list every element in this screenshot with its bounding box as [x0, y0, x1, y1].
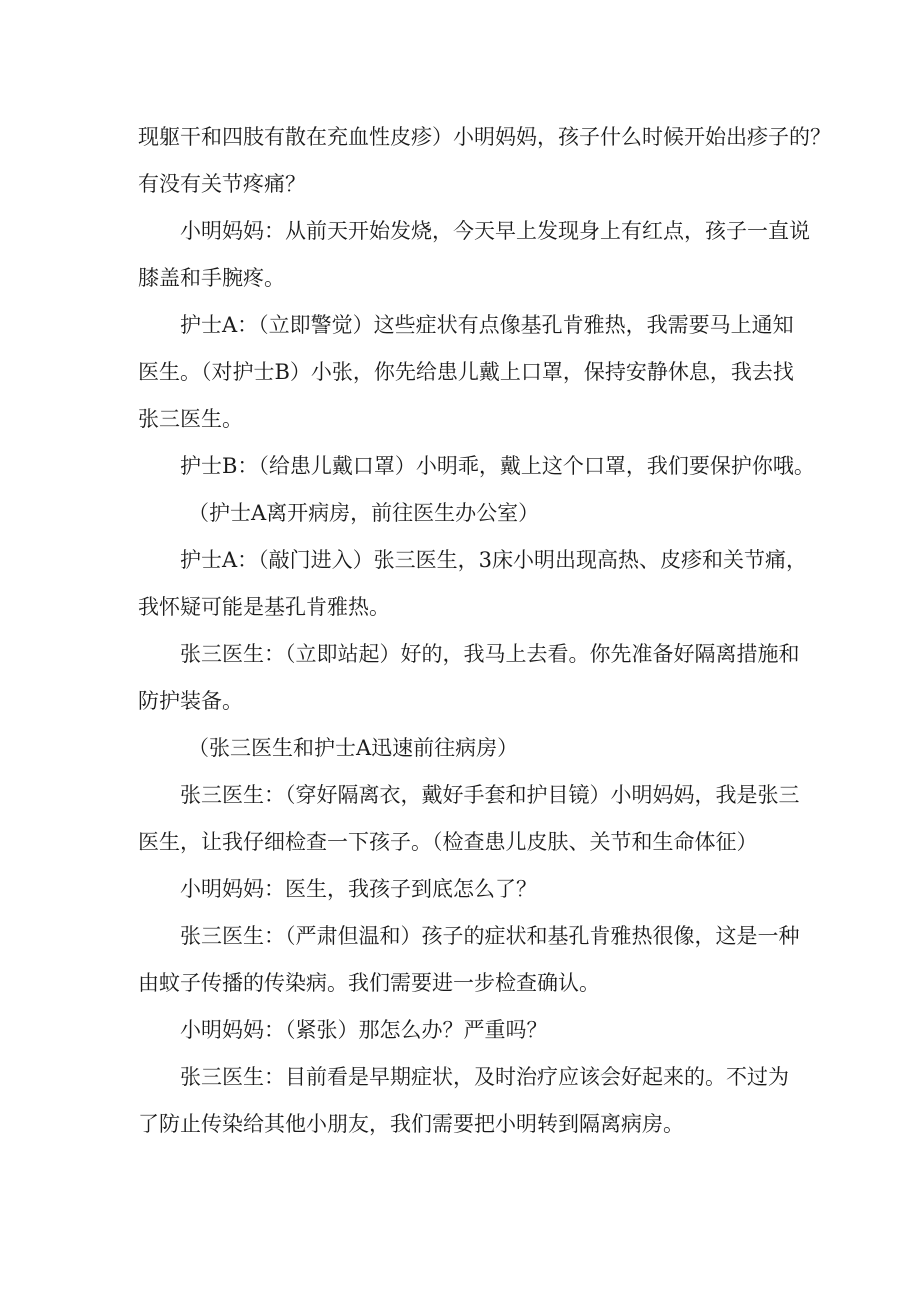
text-line: 小明妈妈：从前天开始发烧，今天早上发现身上有红点，孩子一直说	[180, 219, 810, 243]
paragraph-dialogue	[0, 631, 920, 725]
text-line: 有没有关节疼痛？	[138, 172, 306, 196]
paragraph-dialogue	[0, 913, 920, 1007]
text-line: 现躯干和四肢有散在充血性皮疹）小明妈妈，孩子什么时候开始出疹子的？	[138, 125, 831, 149]
text-line: 张三医生：（严肃但温和）孩子的症状和基孔肯雅热很像，这是一种	[180, 924, 800, 948]
paragraph-dialogue	[0, 866, 920, 913]
text-line: 张三医生。	[138, 407, 243, 431]
paragraph-dialogue	[0, 443, 920, 490]
text-line: （张三医生和护士A迅速前往病房）	[188, 736, 519, 760]
text-line: 小明妈妈：医生，我孩子到底怎么了？	[180, 877, 537, 901]
text-line: 了防止传染给其他小朋友，我们需要把小明转到隔离病房。	[138, 1112, 684, 1136]
text-line: 张三医生：（立即站起）好的，我马上去看。你先准备好隔离措施和	[180, 642, 800, 666]
paragraph-dialogue	[0, 1054, 920, 1148]
paragraph-continuation	[0, 114, 920, 208]
text-line: 护士B：（给患儿戴口罩）小明乖，戴上这个口罩，我们要保护你哦。	[180, 454, 815, 478]
text-line: 我怀疑可能是基孔肯雅热。	[138, 595, 390, 619]
text-line: 由蚊子传播的传染病。我们需要进一步检查确认。	[138, 971, 600, 995]
paragraph-dialogue	[0, 302, 920, 443]
text-line: 防护装备。	[138, 689, 243, 713]
paragraph-stage-direction	[0, 490, 920, 537]
paragraph-stage-direction	[0, 725, 920, 772]
text-line: 医生，让我仔细检查一下孩子。（检查患儿皮肤、关节和生命体征）	[138, 830, 758, 854]
paragraph-dialogue	[0, 1007, 920, 1054]
text-line: 小明妈妈：（紧张）那怎么办？严重吗？	[180, 1018, 548, 1042]
paragraph-dialogue	[0, 537, 920, 631]
text-line: 张三医生：（穿好隔离衣，戴好手套和护目镜）小明妈妈，我是张三	[180, 783, 800, 807]
paragraph-dialogue	[0, 208, 920, 302]
text-line: 护士A：（敲门进入）张三医生，3床小明出现高热、皮疹和关节痛，	[180, 548, 808, 572]
text-line: 膝盖和手腕疼。	[138, 266, 285, 290]
text-line: 护士A：（立即警觉）这些症状有点像基孔肯雅热，我需要马上通知	[180, 313, 794, 337]
text-line: 张三医生：目前看是早期症状，及时治疗应该会好起来的。不过为	[180, 1065, 789, 1089]
paragraph-dialogue	[0, 772, 920, 866]
text-line: （护士A离开病房，前往医生办公室）	[188, 501, 540, 525]
text-line: 医生。（对护士B）小张，你先给患儿戴上口罩，保持安静休息，我去找	[138, 360, 794, 384]
